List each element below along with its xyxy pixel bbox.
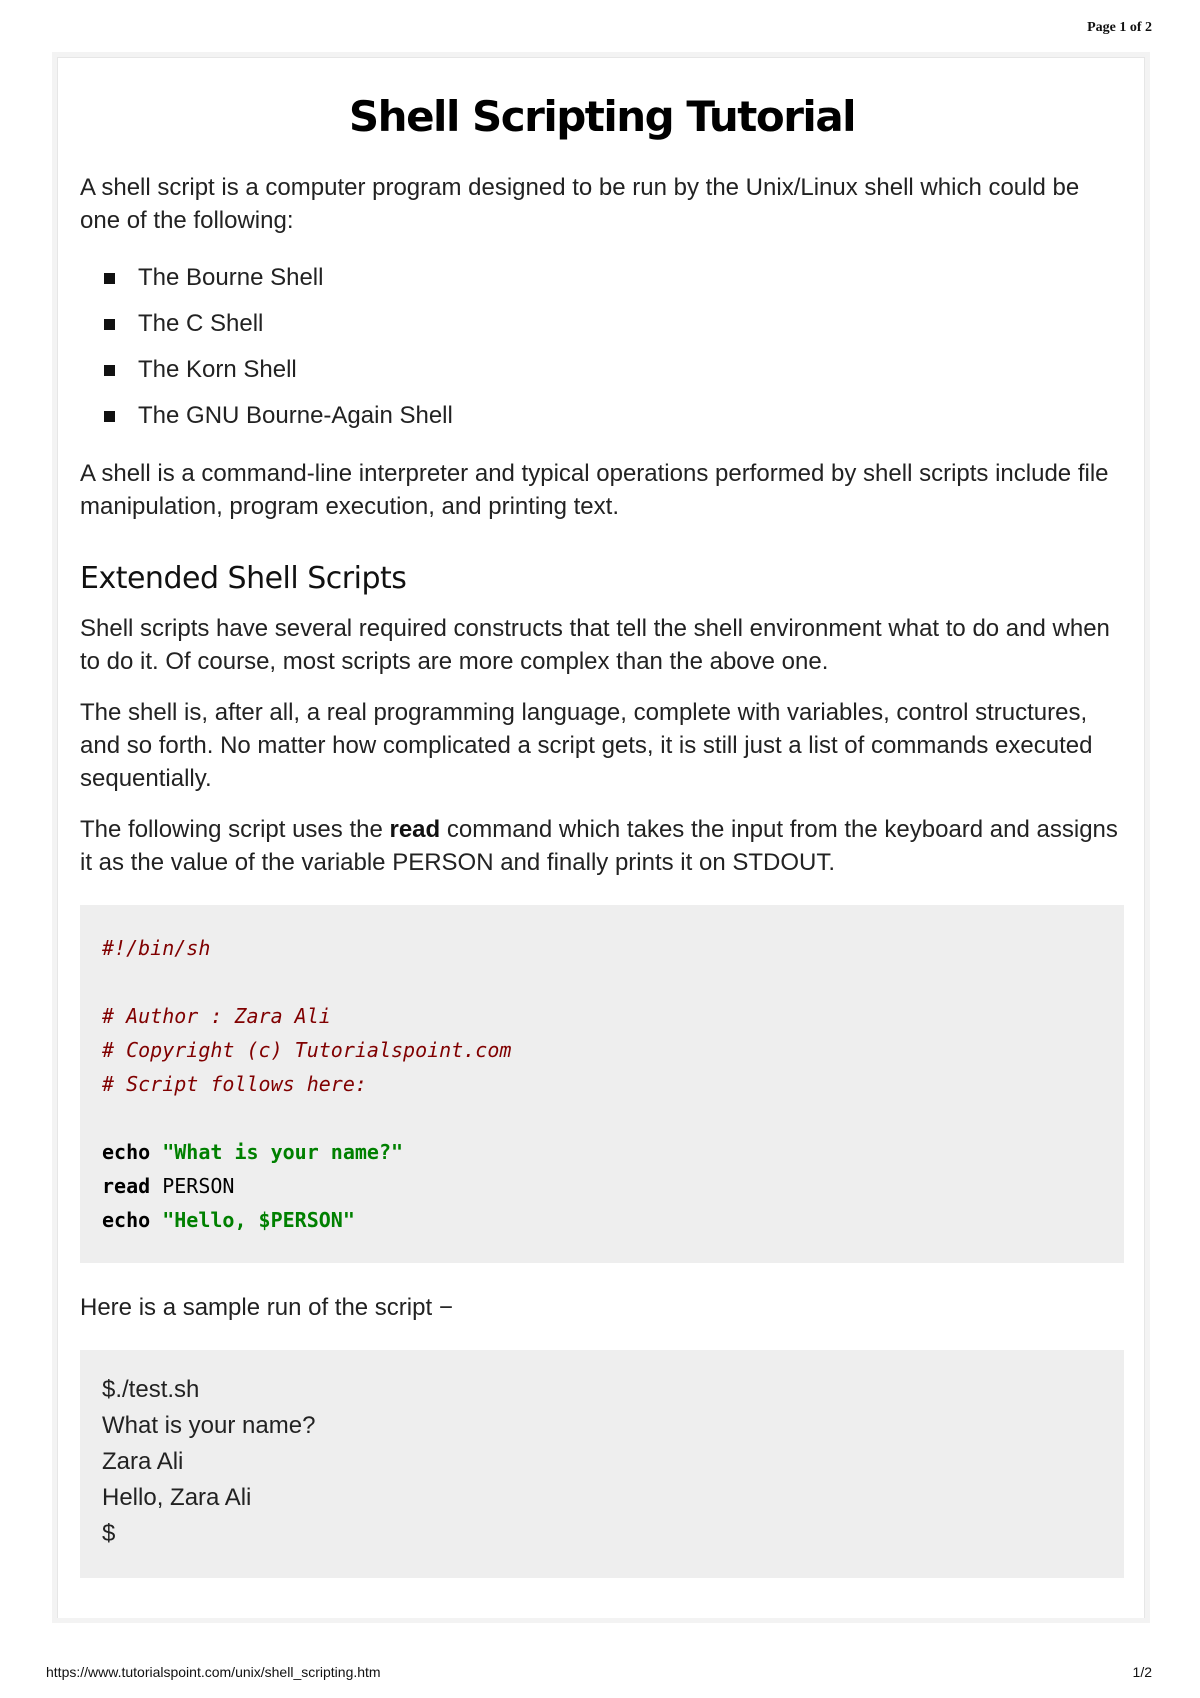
page-title: Shell Scripting Tutorial	[348, 92, 856, 141]
code-line	[102, 1033, 1102, 1067]
list-item-label: The Korn Shell	[138, 356, 297, 383]
code-line	[102, 931, 1102, 965]
square-bullet-icon	[104, 411, 115, 422]
code-block	[80, 905, 1124, 1263]
list-item-label: The C Shell	[138, 310, 264, 337]
page-header: Page 1 of 2	[1087, 20, 1152, 35]
code-blank-line	[102, 965, 1102, 999]
paragraph-text: The following script uses the	[80, 816, 390, 843]
code-line	[102, 1203, 1102, 1237]
interpreter-paragraph: A shell is a command-line interpreter and typical operations performed by shell scripts include file manipulation, program execution, and printing text.	[80, 460, 1109, 520]
paragraph-text: command which takes the input from the keyboard and assigns it as the value of the variable PERSON and finally prints it on STDOUT.	[80, 816, 1118, 876]
intro-paragraph: A shell script is a computer program designed to be run by the Unix/Linux shell which could be one of the following:	[80, 174, 1080, 234]
code-argument: PERSON	[150, 1174, 235, 1198]
list-item	[80, 255, 1124, 301]
list-item-label: The GNU Bourne-Again Shell	[138, 402, 453, 429]
code-string: "Hello, $PERSON"	[162, 1208, 355, 1232]
code-command: echo	[102, 1208, 151, 1232]
shell-list	[80, 255, 1124, 439]
output-block	[80, 1350, 1124, 1578]
code-line	[102, 1135, 1102, 1169]
code-line	[102, 1169, 1102, 1203]
language-paragraph: The shell is, after all, a real programming language, complete with variables, control structures, and so forth. No matter how complicated a script gets, it is still just a list of commands executed sequentially.	[80, 699, 1093, 792]
code-comment: # Script follows here:	[102, 1072, 367, 1096]
sample-run-intro: Here is a sample run of the script −	[80, 1294, 453, 1321]
square-bullet-icon	[104, 365, 115, 376]
list-item	[80, 393, 1124, 439]
code-comment: # Author : Zara Ali	[102, 1004, 331, 1028]
code-comment: # Copyright (c) Tutorialspoint.com	[102, 1038, 512, 1062]
square-bullet-icon	[104, 319, 115, 330]
output-line: $./test.sh	[102, 1376, 200, 1403]
square-bullet-icon	[104, 273, 115, 284]
list-item	[80, 301, 1124, 347]
code-line	[102, 999, 1102, 1033]
section-heading: Extended Shell Scripts	[80, 561, 407, 596]
output-line: $	[102, 1520, 116, 1547]
output-line: What is your name?	[102, 1412, 316, 1439]
code-command: echo	[102, 1140, 151, 1164]
code-string: "What is your name?"	[162, 1140, 404, 1164]
code-shebang: #!/bin/sh	[102, 936, 211, 960]
footer-page-number: 1/2	[1132, 1664, 1152, 1680]
code-blank-line	[102, 1101, 1102, 1135]
code-command: read	[102, 1174, 151, 1198]
article-content	[80, 92, 1124, 1578]
read-keyword: read	[389, 816, 441, 843]
output-line: Hello, Zara Ali	[102, 1484, 252, 1511]
read-command-paragraph	[80, 813, 1124, 879]
list-item-label: The Bourne Shell	[138, 264, 324, 291]
constructs-paragraph: Shell scripts have several required constructs that tell the shell environment what to do and when to do it. Of course, most scripts are more complex than the above one.	[80, 615, 1110, 675]
list-item	[80, 347, 1124, 393]
code-line	[102, 1067, 1102, 1101]
footer-url: https://www.tutorialspoint.com/unix/shell_scripting.htm	[46, 1664, 381, 1680]
article-frame	[57, 57, 1145, 1618]
output-line: Zara Ali	[102, 1448, 184, 1475]
